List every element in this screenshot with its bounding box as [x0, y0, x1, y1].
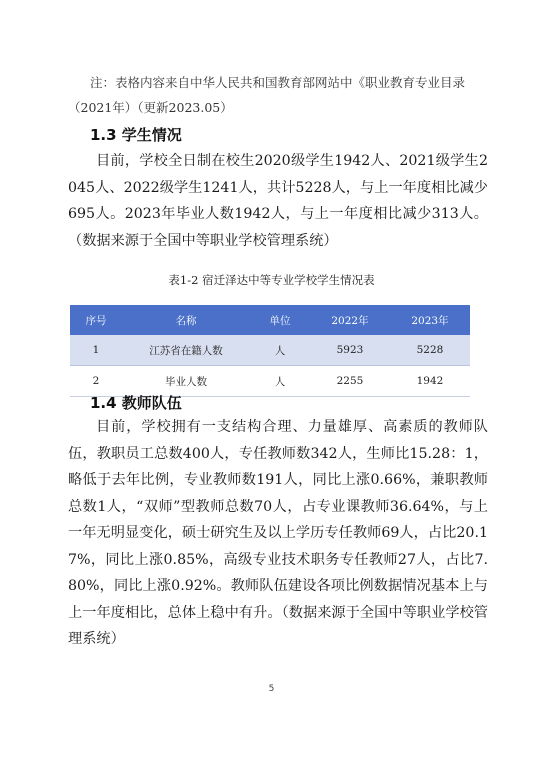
table-cell: 人: [250, 335, 310, 366]
table-row: [70, 335, 470, 366]
section-heading-student-status: 1.3 学生情况: [90, 126, 182, 144]
table-cell: 人: [250, 366, 310, 397]
column-header-name: 名称: [122, 305, 250, 335]
page-number: 5: [268, 684, 275, 694]
table-cell: 毕业人数: [122, 366, 250, 397]
student-status-table: [70, 305, 470, 397]
table-cell: 2: [70, 366, 122, 397]
column-header-2022: 2022年: [310, 305, 390, 335]
table-cell: 1: [70, 335, 122, 366]
teaching-staff-paragraph: 目前，学校拥有一支结构合理、力量雄厚、高素质的教师队伍，教职员工总数400人，专任教师数342人，生师比15.28：1，略低于去年比例，专业教师数191人，同比上涨0.66%，兼职教师总数1人，“双师”型教师总数70人，占专业课教师36.64%，与上一年无明显变化，硕士研究生及以上学历专任教师69人，占比20.17%，同比上涨0.85%，高级专业技术职务专任教师27人，占比7.80%，同比上涨0.92%。教师队伍建设各项比例数据情况基本上与上一年度相比，总体上稳中有升。（数据来源于全国中等职业学校管理系统）: [68, 419, 488, 647]
table-cell: 5923: [310, 335, 390, 366]
column-header-unit: 单位: [250, 305, 310, 335]
column-header-index: 序号: [70, 305, 122, 335]
table-cell: 2255: [310, 366, 390, 397]
table-cell: 1942: [390, 366, 470, 397]
table-cell: 5228: [390, 335, 470, 366]
table-source-note: 注：表格内容来自中华人民共和国教育部网站中《职业教育专业目录（2021年）（更新2023.05）: [68, 75, 466, 115]
column-header-2023: 2023年: [390, 305, 470, 335]
student-status-paragraph: 目前，学校全日制在校生2020级学生1942人、2021级学生2045人、2022级学生1241人，共计5228人，与上一年度相比减少695人。2023年毕业人数1942人，与上一年度相比减少313人。（数据来源于全国中等职业学校管理系统）: [68, 153, 488, 249]
section-heading-teaching-staff: 1.4 教师队伍: [90, 394, 182, 412]
table-cell: 江苏省在籍人数: [122, 335, 250, 366]
table-caption: 表1-2 宿迁泽达中等专业学校学生情况表: [168, 273, 375, 287]
table-header-row: [70, 305, 470, 335]
